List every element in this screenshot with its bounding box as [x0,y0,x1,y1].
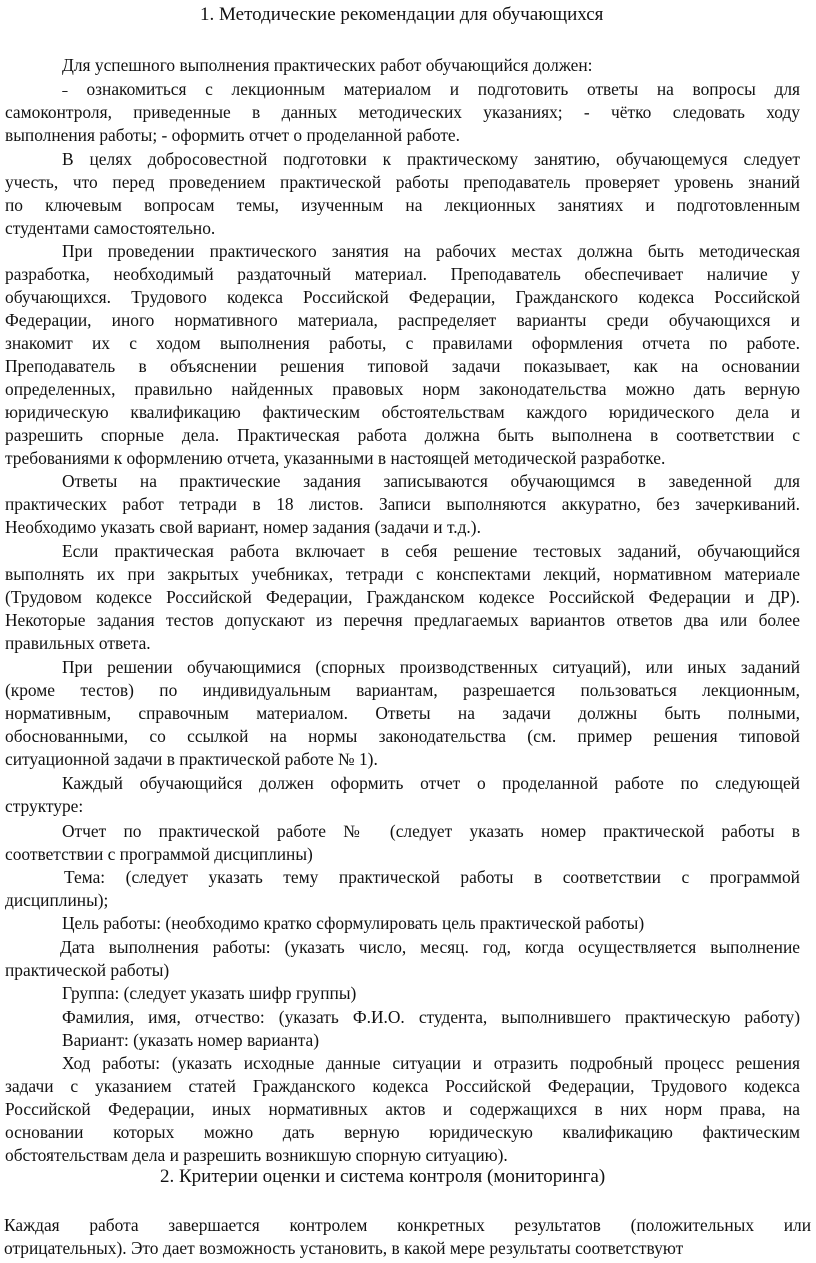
paragraph-line: При проведении практического занятия на рабочих местах должна быть методическая [62,241,800,261]
paragraph-line: самоконтроля, приведенные в данных методических указаниях; - чётко следовать ходу [5,102,800,122]
paragraph-line: определенных, правильно найденных правовых норм законодательства можно дать верную [5,379,800,399]
section-heading-2: 2. Критерии оценки и система контроля (мониторинга) [160,1166,606,1187]
paragraph-line: разрешить спорные дела. Практическая работа должна быть выполнена в соответствии с [5,425,800,445]
paragraph-line: структуре: [5,796,84,816]
paragraph-line: задачи с указанием статей Гражданского кодекса Российской Федерации, Трудового кодекса [5,1076,800,1096]
paragraph-line: Цель работы: (необходимо кратко сформулировать цель практической работы) [62,913,645,933]
paragraph-line: выполнять их при закрытых учебниках, тетради с конспектами лекций, нормативном материале [5,564,800,584]
paragraph-line: (Трудовом кодексе Российской Федерации, Гражданском кодексе Российской Федерации и ДР). [5,587,800,607]
paragraph-line: юридическую квалификацию фактическим обстоятельствам каждого юридического дела и [5,402,800,422]
paragraph-line: Ход работы: (указать исходные данные ситуации и отразить подробный процесс решения [62,1053,800,1073]
paragraph-line: Ответы на практические задания записываются обучающимся в заведенной для [62,471,800,491]
paragraph-line: требованиями к оформлению отчета, указанными в настоящей методической разработке. [5,448,666,468]
paragraph-line: Группа: (следует указать шифр группы) [62,983,357,1003]
paragraph-line: Федерации, иного нормативного материала, распределяет варианты среди обучающихся и [5,310,800,330]
paragraph-line: выполнения работы; - оформить отчет о проделанной работе. [5,125,460,145]
paragraph-line: Российской Федерации, иных нормативных актов и содержащихся в них норм права, на [5,1099,800,1119]
paragraph-line: учесть, что перед проведением практической работы преподаватель проверяет уровень знаний [5,172,800,192]
paragraph-line: соответствии с программой дисциплины) [5,844,313,864]
paragraph-line: Фамилия, имя, отчество: (указать Ф.И.О. студента, выполнившего практическую работу) [62,1007,800,1027]
paragraph-line: ситуационной задачи в практической работе № 1). [5,749,378,769]
paragraph-line: Дата выполнения работы: (указать число, месяц. год, когда осуществляется выполнение [60,937,800,957]
paragraph-line: практических работ тетради в 18 листов. Записи выполняются аккуратно, без зачеркиваний. [5,494,800,514]
paragraph-line: разработка, необходимый раздаточный материал. Преподаватель обеспечивает наличие у [5,264,800,284]
paragraph-line: Необходимо указать свой вариант, номер задания (задачи и т.д.). [5,517,481,537]
paragraph-line: студентами самостоятельно. [5,218,216,238]
paragraph-line: правильных ответа. [5,633,151,653]
paragraph-line: по ключевым вопросам темы, изученным на лекционных занятиях и подготовленным [5,195,800,215]
paragraph-line: знакомит их с ходом выполнения работы, с правилами оформления отчета по работе. [5,333,800,353]
paragraph-line: Если практическая работа включает в себя решение тестовых заданий, обучающийся [62,541,800,561]
paragraph-line: практической работы) [5,960,170,980]
paragraph-line: Некоторые задания тестов допускают из перечня предлагаемых вариантов ответов два или более [5,610,800,630]
paragraph-line: Каждый обучающийся должен оформить отчет о проделанной работе по следующей [62,773,800,793]
paragraph-line: обучающихся. Трудового кодекса Российской Федерации, Гражданского кодекса Российской [5,287,800,307]
paragraph-line: Отчет по практической работе № (следует указать номер практической работы в [62,821,800,841]
paragraph-line: В целях добросовестной подготовки к практическому занятию, обучающемуся следует [62,149,800,169]
section-heading-1: 1. Методические рекомендации для обучающихся [200,4,604,25]
intro-line: Для успешного выполнения практических работ обучающийся должен: [62,55,593,75]
paragraph-line: Тема: (следует указать тему практической работы в соответствии с программой [64,867,800,887]
paragraph-line: Каждая работа завершается контролем конкретных результатов (положительных или [4,1215,811,1235]
paragraph-line: Преподаватель в объяснении решения типовой задачи показывает, как на основании [5,356,800,376]
paragraph-line: (кроме тестов) по индивидуальным вариантам, разрешается пользоваться лекционным, [5,680,800,700]
paragraph-line: При решении обучающимися (спорных производственных ситуаций), или иных заданий [62,657,800,677]
paragraph-line: основании которых можно дать верную юридическую квалификацию фактическим [5,1122,800,1142]
paragraph-line: ˗ ознакомиться с лекционным материалом и подготовить ответы на вопросы для [62,79,800,99]
paragraph-line: Вариант: (указать номер варианта) [62,1030,320,1050]
paragraph-line: обстоятельствам дела и разрешить возникшую спорную ситуацию). [5,1145,508,1165]
paragraph-line: отрицательных). Это дает возможность установить, в какой мере результаты соответствуют [4,1238,684,1258]
paragraph-line: нормативным, справочным материалом. Ответы на задачи должны быть полными, [5,703,800,723]
paragraph-line: обоснованными, со ссылкой на нормы законодательства (см. пример решения типовой [5,726,800,746]
paragraph-line: дисциплины); [5,890,109,910]
